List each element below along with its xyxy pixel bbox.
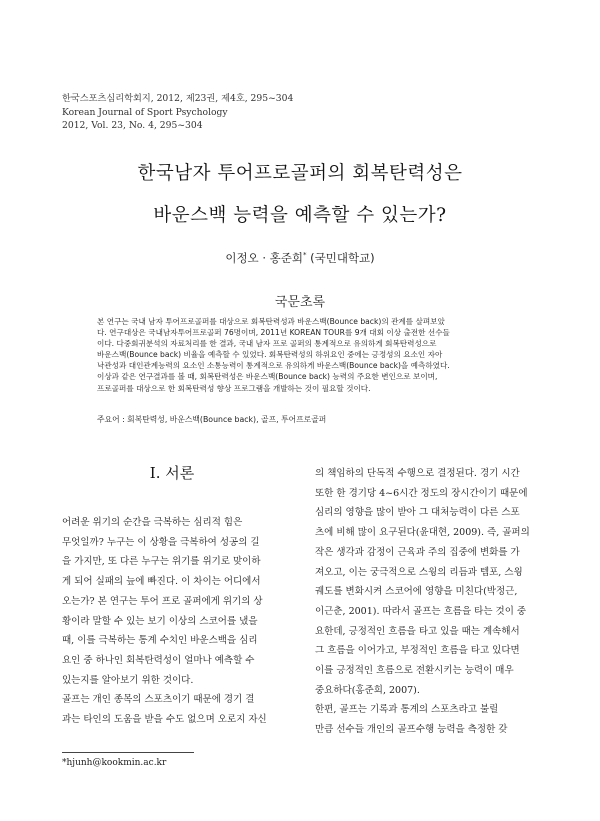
abstract-line: 바운스백(Bounce back) 비율을 예측할 수 있었다. 회복탄력성의 하위요인 중에는 긍정성의 요소인 자아	[97, 350, 443, 360]
body-line: 그 흐름을 이어가고, 부정적인 흐름을 타고 있다면	[315, 645, 520, 657]
abstract-line: 본 연구는 국내 남자 투어프로골퍼를 대상으로 회복탄력성과 바운스백(Bounce back)의 관계를 살펴보았	[97, 317, 445, 326]
abstract-line: 낙관성과 대인관계능력의 요소인 소통능력이 통계적으로 유의하게 바운스백(Bounce back)을 예측하였다.	[97, 361, 450, 371]
journal-name-english: Korean Journal of Sport Psychology	[62, 106, 228, 118]
body-line: 작은 생각과 감정이 근육과 주의 집중에 변화를 가	[315, 546, 520, 558]
paper-title-line-1: 한국남자 투어프로골퍼의 회복탄력성은	[137, 163, 463, 184]
body-line: 오는가? 본 연구는 투어 프로 골퍼에게 위기의 상	[62, 595, 263, 607]
footnote-divider	[62, 752, 194, 753]
body-line: 골프는 개인 종목의 스포츠이기 때문에 경기 결	[62, 694, 255, 706]
body-line: 과는 타인의 도움을 받을 수도 없으며 오로지 자신	[62, 714, 267, 726]
body-line: 황이라 말할 수 있는 보기 이상의 스코어를 냈을	[62, 615, 258, 627]
keywords: 주요어 : 회복탄력성, 바운스백(Bounce back), 골프, 투어프로골퍼	[97, 415, 327, 424]
paper-title-line-2: 바운스백 능력을 예측할 수 있는가?	[153, 205, 447, 226]
body-line: 요한데, 긍정적인 흐름을 타고 있을 때는 계속해서	[315, 625, 520, 637]
abstract-heading: 국문초록	[274, 295, 326, 310]
abstract-line: 다. 연구대상은 국내남자투어프로골퍼 76명이며, 2011년 KOREAN TOUR를 9개 대회 이상 출전한 선수들	[97, 328, 450, 338]
abstract-line: 이상과 같은 연구결과를 볼 때, 회복탄력성은 바운스백(Bounce back) 능력의 주요한 변인으로 보이며,	[97, 372, 438, 382]
body-line: 게 되어 실패의 늪에 빠진다. 이 차이는 어디에서	[62, 576, 261, 588]
right-column-text	[315, 464, 541, 740]
author-line	[60, 250, 540, 266]
body-line: 을 가지만, 또 다른 누구는 위기를 위기로 맞이하	[62, 556, 261, 568]
body-line: 또한 한 경기당 4~6시간 정도의 장시간이기 때문에	[315, 487, 528, 499]
author-affiliation: (국민대학교)	[306, 251, 375, 265]
body-line: 중요하다(홍준희, 2007).	[315, 684, 420, 696]
body-line: 이를 긍정적인 흐름으로 전환시키는 능력이 매우	[315, 665, 514, 677]
abstract-body	[97, 316, 508, 394]
author-names: 이정오 · 홍준희	[225, 251, 303, 265]
body-line: 무엇일까? 누구는 이 상황을 극복하여 성공의 길	[62, 536, 260, 548]
body-line: 만큼 선수들 개인의 골프수행 능력을 측정한 갖	[315, 724, 508, 736]
journal-citation-korean: 한국스포츠심리학회지, 2012, 제23권, 제4호, 295~304	[62, 93, 294, 104]
body-line: 어려운 위기의 순간을 극복하는 심리적 힘은	[62, 517, 243, 528]
body-line: 심리의 영향을 많이 받아 그 대처능력이 다른 스포	[315, 507, 520, 519]
body-line: 이근춘, 2001). 따라서 골프는 흐름을 타는 것이 중	[315, 605, 527, 617]
body-line: 의 책임하의 단독적 수행으로 결정된다. 경기 시간	[315, 468, 520, 479]
section-title: I. 서론	[149, 464, 195, 482]
body-line: 요인 중 하나인 회복탄력성이 얼마나 예측할 수	[62, 654, 255, 666]
body-line: 궤도를 변화시켜 스코어에 영향을 미친다(박정근,	[315, 586, 518, 598]
abstract-line: 프로골퍼를 대상으로 한 회복탄력성 향상 프로그램을 개발하는 것이 필요할 것이다.	[97, 383, 371, 393]
left-column-text	[62, 513, 284, 730]
abstract-line: 이다. 다중회귀분석의 자료처리를 한 결과, 국내 남자 프로 골퍼의 통계적으로 유의하게 회복탄력성으로	[97, 339, 437, 349]
body-line: 있는지를 알아보기 위한 것이다.	[62, 674, 194, 686]
journal-citation-english: 2012, Vol. 23, No. 4, 295~304	[62, 120, 203, 131]
body-line: 한편, 골프는 기록과 통계의 스포츠라고 불릴	[315, 704, 499, 716]
corresponding-author-mark: *	[302, 251, 307, 260]
footnote-email: *hjunh@kookmin.ac.kr	[62, 758, 167, 768]
journal-header	[62, 92, 293, 133]
body-line: 져오고, 이는 궁극적으로 스윙의 리듬과 템포, 스윙	[315, 566, 523, 578]
body-line: 때, 이를 극복하는 통계 수치인 바운스백을 심리	[62, 635, 258, 647]
body-line: 츠에 비해 많이 요구된다(윤대현, 2009). 즉, 골퍼의	[315, 527, 530, 539]
